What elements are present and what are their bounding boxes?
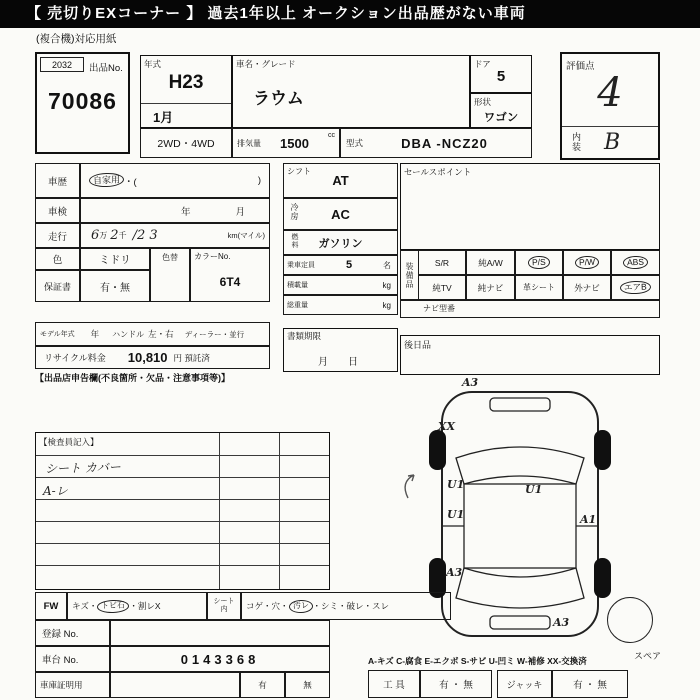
docs-value: 月 日 [318,357,363,368]
rule-line [36,455,329,456]
recycle-fee: 10,810 [127,350,168,365]
interior-label: 内装 [571,132,581,152]
equipment-item-circled: P/S [528,255,550,269]
weight-unit: kg [382,300,391,310]
weight-label: 総重量 [287,302,308,309]
garage-no-cell: 無 [285,672,330,698]
model-year-row [35,322,270,346]
inspection-value [80,198,270,223]
mileage-unit: km(マイル) [227,231,265,240]
shift-label: シフト [287,167,311,176]
year-label: 年式 [144,59,162,69]
recycle-row [35,346,270,369]
color-change-cell: 色替 [150,248,190,302]
color-no-label: カラーNo. [194,252,231,261]
warranty-value: 有・無 [80,270,150,302]
damage-annotation: U1 [525,483,543,496]
load-label: 積載量 [287,282,308,289]
shape-value: ワゴン [483,112,519,124]
equipment-label: 装備品 [405,261,414,289]
equipment-cell [418,250,466,275]
equipment-item: 革シート [523,283,555,292]
equipment-item-circled: ABS [623,255,648,269]
later-items-box [400,335,660,375]
banner: 【 売切りEXコーナー 】 過去1年以上 オークション出品歴がない車両 [0,0,700,28]
garage-yes-cell: 有 [240,672,285,698]
damage-code-legend: A-キズ C-腐食 E-エクボ S-サビ U-凹ミ W-補修 XX-交換済 [368,656,587,666]
displacement-value: 1500 [280,135,309,151]
fuel-cell [283,230,398,255]
inspector-note: シート カバー [44,460,122,476]
mileage-note: /2 3 [132,228,158,243]
shift-cell [283,163,398,198]
shape-box [470,93,532,128]
sen-unit: 千 [118,231,127,240]
shape-label: 形状 [474,97,492,107]
declaration-note: 【出品店申告欄(不良箇所・欠品・注意事項等)】 [35,373,230,383]
equipment-label-cell [400,250,419,300]
damage-annotation: A1 [580,513,597,526]
equipment-item: 純TV [432,282,452,293]
inspector-note: A-レ [43,484,68,498]
equipment-cell [611,275,660,300]
chassis-number: 0143368 [110,646,330,672]
spare-tire-circle [607,597,653,643]
jack-label: ジャッキ [497,670,552,698]
drive-cell: 2WD・4WD [140,128,232,158]
rule-line [36,521,329,522]
tools-label: 工 具 [368,670,420,698]
door-label: ドア [474,59,491,69]
equipment-item: 外ナビ [574,282,600,293]
ac-value: AC [331,206,350,222]
weight-cell [283,295,398,315]
equipment-cell [515,275,563,300]
model-code-label: 型式 [346,138,364,148]
recycle-unit: 円 預託済 [173,352,210,363]
garage-cert-value [110,672,240,698]
capacity-label: 乗車定員 [287,262,315,269]
seat-text: コゲ・穴・ [246,601,289,611]
equipment-item: 純A/W [478,257,503,268]
damage-annotation: A3 [462,376,479,389]
capacity-cell [283,255,398,275]
history-value [80,163,270,198]
registration-value [110,620,330,646]
month-value: 1月 [153,110,174,125]
sales-point-label: セールスポイント [404,167,472,177]
car-name-box [232,55,470,128]
displacement-label: 排気量 [237,138,261,148]
equipment-cell [611,250,660,275]
car-name: ラウム [253,89,304,108]
color-label: 色 [35,248,80,270]
year-box [140,55,232,128]
warranty-label: 保証書 [35,270,80,302]
history-close: ) [257,175,261,186]
inspection-month-unit: 月 [235,206,246,218]
seat-condition-cell [241,592,451,620]
damage-annotation: A3 [446,566,463,579]
history-open: ・( [124,176,137,188]
displacement-cell [232,128,340,158]
chassis-label: 車台 No. [35,646,110,672]
color-no-value: 6T4 [219,275,241,289]
equipment-cell [466,250,515,275]
equipment-cell [563,275,611,300]
interior-grade: B [604,130,621,155]
mileage-man: 6 [91,228,100,243]
inspection-label: 車検 [35,198,80,223]
equipment-cell [466,275,515,300]
equipment-cell [418,275,466,300]
load-unit: kg [382,280,391,290]
shift-value: AT [332,173,349,188]
fw-label-cell: FW [35,592,67,620]
seat-text: ・シミ・破レ・スレ [312,601,390,611]
history-label: 車歴 [35,163,80,198]
door-box [470,55,532,93]
lot-number-label: 出品No. [89,63,123,74]
mileage-label: 走行 [35,223,80,248]
docs-box [283,328,398,372]
equipment-item-circled: P/W [575,255,600,269]
lot-stamp: 2032 [40,57,84,72]
capacity-value: 5 [345,259,353,271]
model-code-value: DBA -NCZ20 [401,135,488,151]
damage-annotation: XX [438,420,456,433]
model-year-label: モデル年式 [40,331,75,338]
grade-value: 4 [597,70,623,116]
rule-line [36,499,329,500]
divider [141,103,231,104]
ac-cell [283,198,398,230]
door-value: 5 [496,68,506,85]
car-name-label: 車名・グレード [236,59,296,69]
grade-box [560,52,660,160]
jack-value: 有 ・ 無 [552,670,628,698]
later-items-label: 後日品 [404,340,432,350]
hand-arrow [405,475,414,498]
seat-label-cell [207,592,241,620]
fuel-label: 燃料 [291,233,298,249]
recycle-label: リサイクル料金 [44,353,106,363]
color-value: ミドリ [80,248,150,270]
garage-cert-label: 車庫証明用 [35,672,110,698]
grade-label: 評価点 [566,61,595,72]
damage-annotation: U1 [447,508,465,521]
load-cell [283,275,398,295]
handle-label: ハンドル [112,329,145,339]
equipment-item-circled: エアB [620,280,651,295]
displacement-unit: cc [328,132,335,139]
equipment-item: S/R [434,257,450,268]
man-unit: 万 [99,231,108,240]
rule-line [279,433,280,589]
capacity-unit: 名 [383,260,391,270]
mileage-value [80,223,270,248]
divider [562,126,658,127]
seat-circled-item: 汚レ [288,599,312,613]
sales-point-box [400,163,660,250]
fw-text: ・割レX [129,601,161,611]
inspection-year-unit: 年 [181,206,191,218]
paper-note: (複合機)対応用紙 [36,33,117,45]
fw-condition-cell [67,592,207,620]
ac-label: 冷房 [290,203,299,221]
docs-label: 書類期限 [287,331,322,341]
year-value: H23 [168,72,204,93]
seat-label: シート内 [213,597,235,613]
rule-line [36,543,329,544]
model-year-unit: 年 [90,329,100,339]
color-no-cell [190,248,270,302]
tools-value: 有 ・ 無 [420,670,492,698]
lot-box [35,52,130,154]
damage-annotation: U1 [447,478,465,491]
fw-circled-item: トビ石 [97,599,129,613]
inspector-label: 【検査員記入】 [39,437,99,447]
registration-label: 登録 No. [35,620,110,646]
fuel-value: ガソリン [318,237,363,250]
spare-label: スペア [634,651,662,661]
model-code-cell [340,128,532,158]
rule-line [36,565,329,566]
equipment-cell [515,250,563,275]
mileage-sen: 2 [110,228,119,243]
fw-text: キズ・ [72,601,98,611]
navi-model-row: ナビ型番 [400,300,660,318]
rule-line [219,433,220,589]
equipment-item: 純ナビ [477,282,504,293]
history-use: 自家用 [89,173,124,188]
inspector-box [35,432,330,590]
dealer-label: ディーラー・並行 [184,329,245,339]
handle-value: 左・右 [148,329,174,339]
rule-line [36,477,329,478]
lot-number: 70086 [48,88,117,114]
damage-annotation: A3 [553,616,570,629]
equipment-cell [563,250,611,275]
